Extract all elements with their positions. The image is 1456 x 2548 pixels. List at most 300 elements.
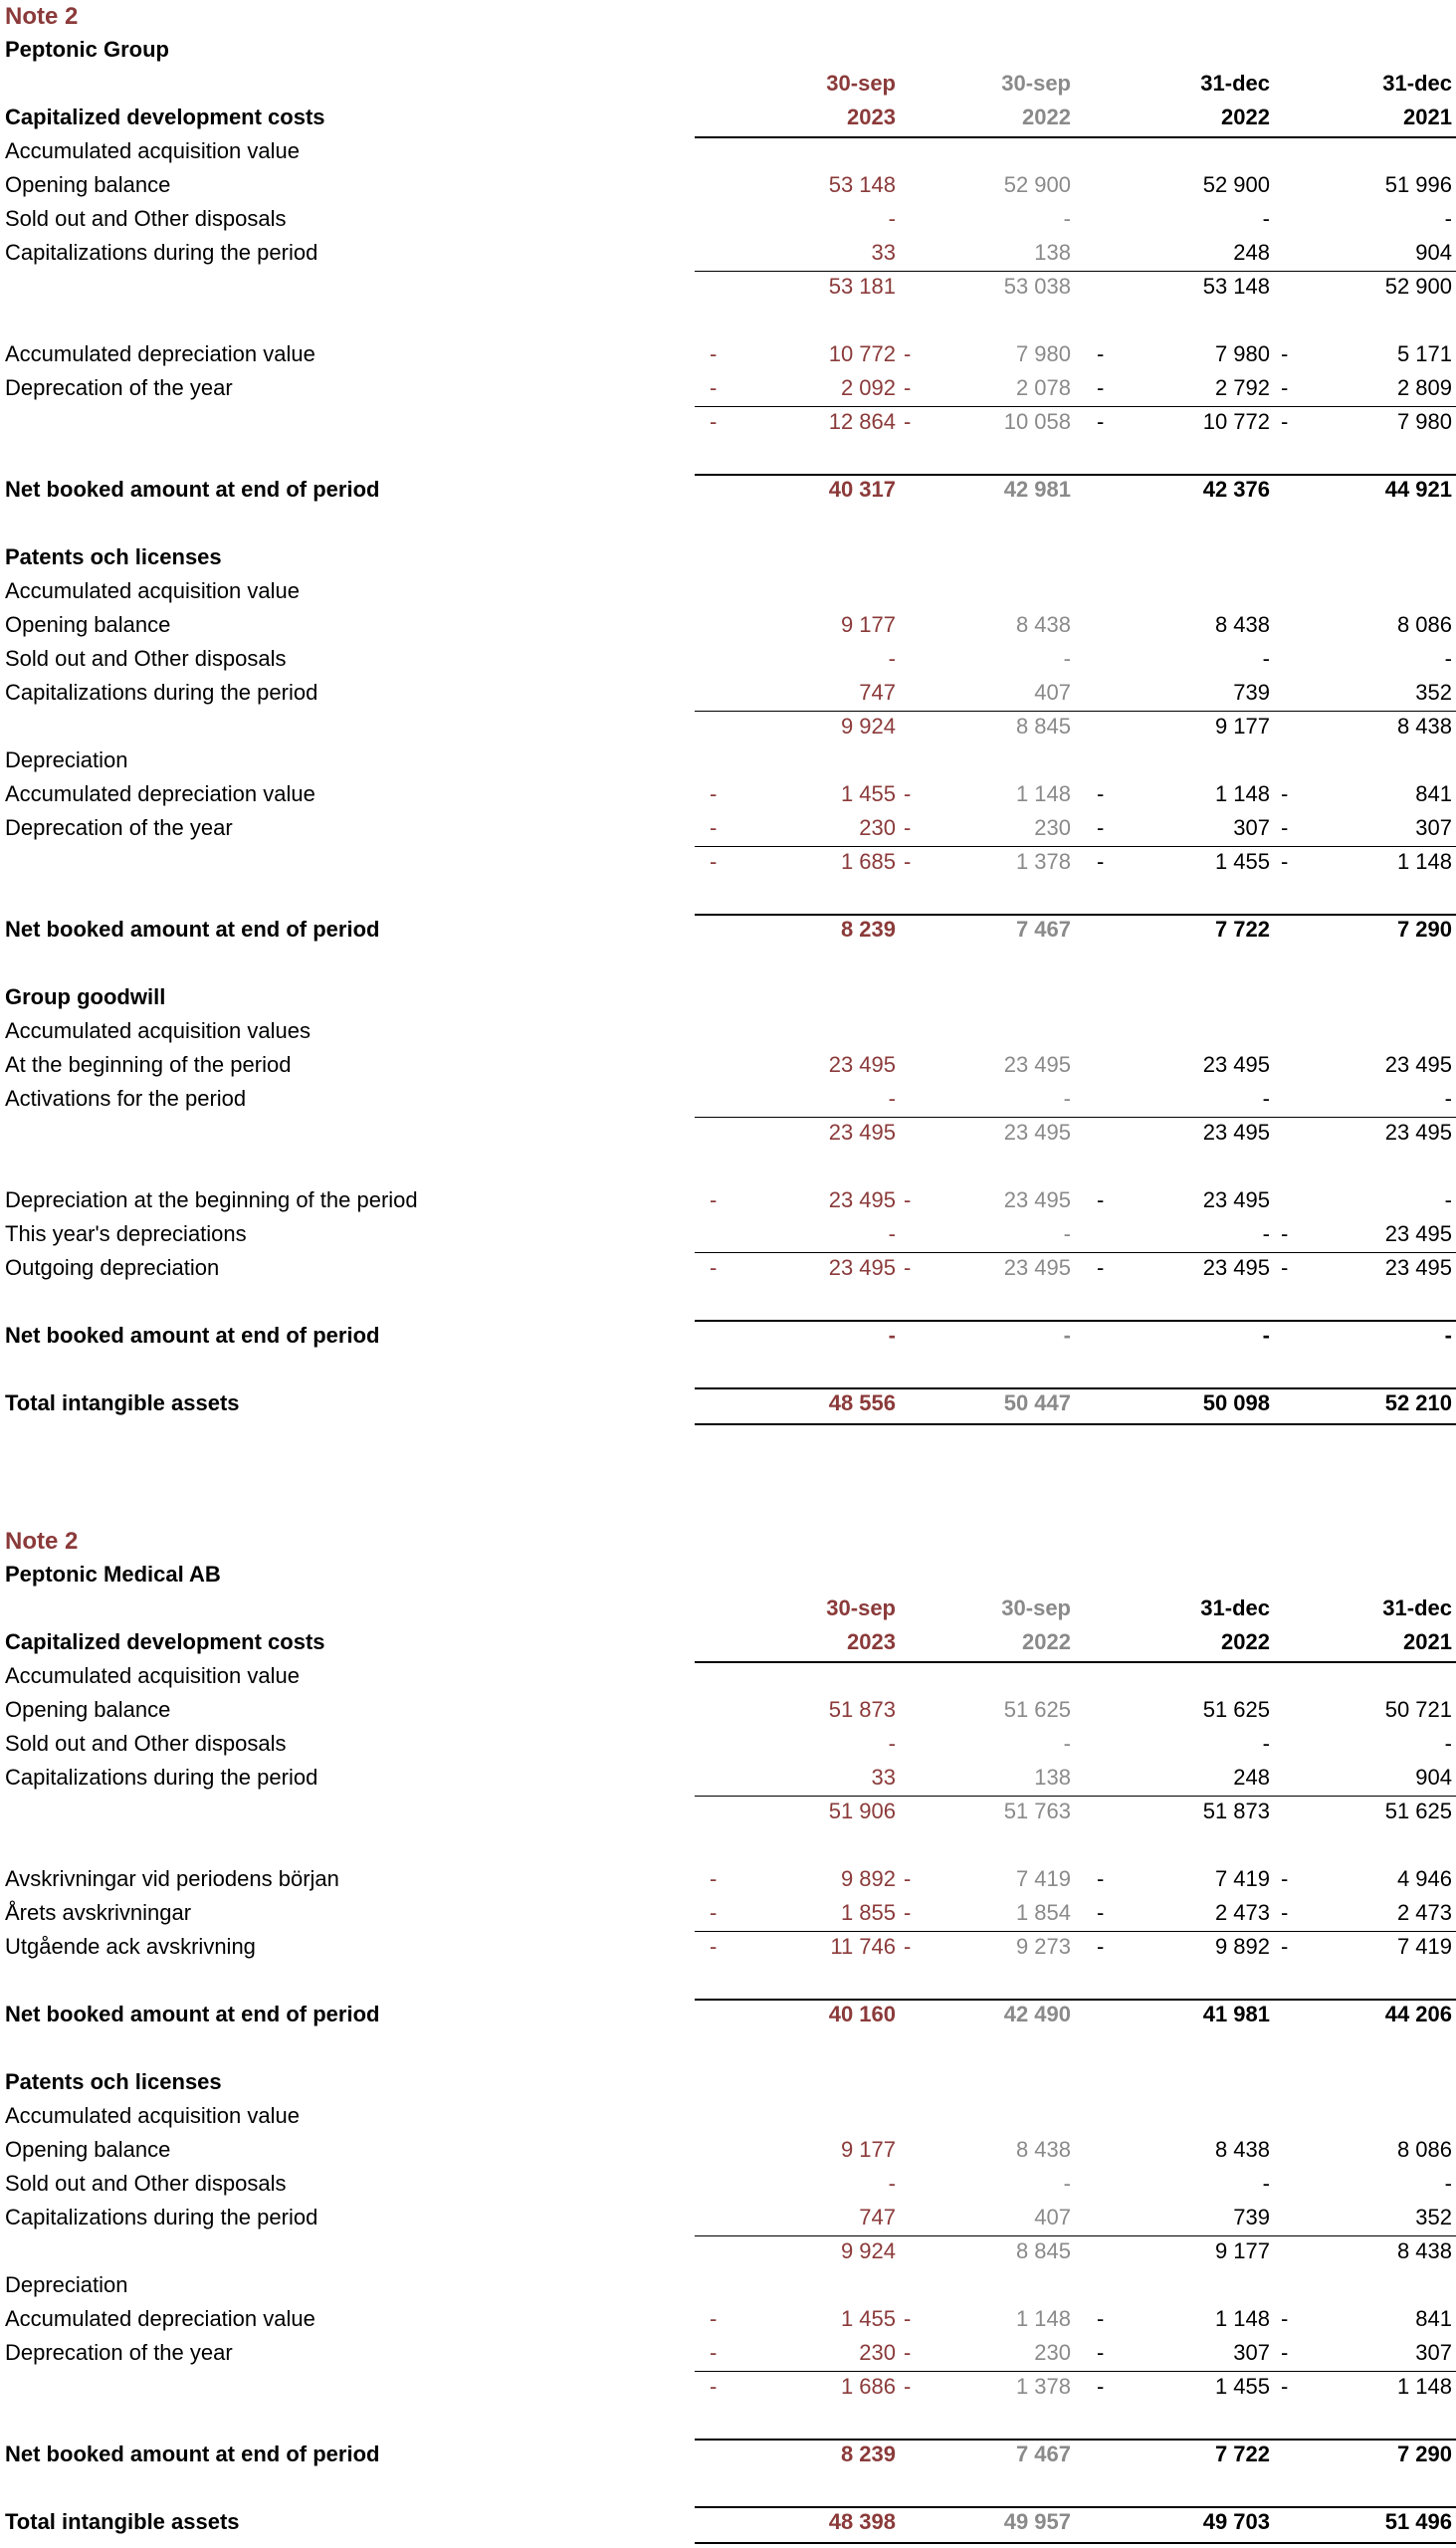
negative-sign-marker: - bbox=[904, 849, 912, 874]
negative-sign-marker: - bbox=[1281, 2374, 1289, 2399]
col-2021-dec-value: 50 721 bbox=[1384, 1697, 1452, 1722]
col-2023-sep-value: 8 239 bbox=[840, 917, 896, 942]
col-2023-sep-value: 8 239 bbox=[840, 2442, 896, 2466]
table-row-capitalizations-during-the-period bbox=[0, 1761, 1456, 1795]
negative-sign-marker: - bbox=[710, 341, 718, 366]
col-2022-sep-value: - bbox=[1063, 206, 1071, 231]
col-2022-sep-value: 23 495 bbox=[1003, 1255, 1071, 1280]
col-2021-dec-value: 52 900 bbox=[1384, 274, 1452, 299]
table-row-net-booked-amount-at-end-of-period bbox=[0, 1319, 1456, 1353]
negative-sign-marker: - bbox=[904, 341, 912, 366]
negative-sign-marker: - bbox=[1097, 1255, 1105, 1280]
table-row-capitalizations-during-the-period bbox=[0, 2201, 1456, 2234]
table-row-total-intangible-assets bbox=[0, 1386, 1456, 1420]
col-2022-dec-value: - bbox=[1262, 206, 1270, 231]
col-2021-dec-value: 841 bbox=[1415, 781, 1452, 806]
col-2022-sep-value: 53 038 bbox=[1003, 274, 1071, 299]
col-2022-dec-value: 23 495 bbox=[1202, 1120, 1270, 1145]
col-2021-dec-value: 904 bbox=[1415, 1765, 1452, 1790]
negative-sign-marker: - bbox=[1097, 781, 1105, 806]
col-2021-dec-value: 841 bbox=[1415, 2306, 1452, 2331]
col-2022-sep-value: 7 467 bbox=[1015, 917, 1071, 942]
table-row-utgående-ack-avskrivning bbox=[0, 1930, 1456, 1964]
section-title: Capitalized development costs bbox=[5, 1629, 325, 1654]
col-2023-sep-value: 2 092 bbox=[840, 375, 896, 400]
col-2022-dec-date: 31-dec bbox=[1200, 1595, 1270, 1620]
col-2023-sep-value: 9 924 bbox=[840, 2238, 896, 2263]
col-2023-sep-value: 51 873 bbox=[828, 1697, 896, 1722]
col-2022-sep-value: - bbox=[1063, 646, 1071, 671]
col-2023-sep-value: 23 495 bbox=[828, 1187, 896, 1212]
row-label: Deprecation of the year bbox=[5, 375, 233, 400]
row-label: Group goodwill bbox=[5, 984, 166, 1009]
negative-sign-marker: - bbox=[1097, 1934, 1105, 1959]
row-label: This year's depreciations bbox=[5, 1221, 247, 1246]
note-title bbox=[0, 0, 1456, 34]
negative-sign-marker: - bbox=[710, 375, 718, 400]
table-row-subtotal bbox=[0, 1116, 1456, 1150]
col-2021-dec-date: 31-dec bbox=[1382, 1595, 1452, 1620]
col-2023-sep-value: 1 455 bbox=[840, 2306, 896, 2331]
col-2023-sep-value: - bbox=[888, 2171, 896, 2196]
col-2021-dec-value: 7 290 bbox=[1396, 2442, 1452, 2466]
col-2022-sep-value: 49 957 bbox=[1003, 2509, 1071, 2534]
negative-sign-marker: - bbox=[710, 409, 718, 434]
row-label: Sold out and Other disposals bbox=[5, 1731, 287, 1756]
negative-sign-marker: - bbox=[1281, 1934, 1289, 1959]
row-label: Deprecation of the year bbox=[5, 2340, 233, 2365]
col-2022-dec-value: 9 892 bbox=[1214, 1934, 1270, 1959]
table-row-subtotal bbox=[0, 2234, 1456, 2268]
negative-sign-marker: - bbox=[1097, 1866, 1105, 1891]
note-label: Note 2 bbox=[5, 3, 79, 30]
col-2022-dec-value: - bbox=[1262, 1323, 1270, 1348]
sum-rule bbox=[695, 271, 1456, 272]
table-row-depreciation-at-the-beginning-of-the-period bbox=[0, 1183, 1456, 1217]
col-2022-dec-value: - bbox=[1262, 2171, 1270, 2196]
col-2021-dec-value: 307 bbox=[1415, 815, 1452, 840]
negative-sign-marker: - bbox=[1097, 2340, 1105, 2365]
col-2022-sep-year: 2022 bbox=[1022, 105, 1071, 129]
col-2022-sep-value: 9 273 bbox=[1015, 1934, 1071, 1959]
col-2022-sep-value: 10 058 bbox=[1003, 409, 1071, 434]
row-label: Accumulated acquisition value bbox=[5, 138, 300, 163]
row-label: Opening balance bbox=[5, 1697, 171, 1722]
negative-sign-marker: - bbox=[1097, 375, 1105, 400]
col-2021-dec-value: - bbox=[1444, 2171, 1452, 2196]
col-2021-dec-year: 2021 bbox=[1403, 105, 1452, 129]
col-2023-sep-value: 40 317 bbox=[828, 477, 896, 502]
negative-sign-marker: - bbox=[710, 1187, 718, 1212]
col-2023-sep-value: 9 892 bbox=[840, 1866, 896, 1891]
col-2022-sep-value: 1 378 bbox=[1015, 849, 1071, 874]
table-row-subtotal bbox=[0, 710, 1456, 743]
col-2023-sep-value: 48 556 bbox=[828, 1390, 896, 1415]
row-label: Net booked amount at end of period bbox=[5, 2442, 380, 2466]
table-row-opening-balance bbox=[0, 608, 1456, 642]
row-label: Opening balance bbox=[5, 172, 171, 197]
col-2023-sep-value: 10 772 bbox=[828, 341, 896, 366]
row-label: Depreciation bbox=[5, 2272, 128, 2297]
negative-sign-marker: - bbox=[904, 1255, 912, 1280]
table-row-subtotal bbox=[0, 845, 1456, 879]
table-row-capitalizations-during-the-period bbox=[0, 236, 1456, 270]
col-2021-dec-value: 44 921 bbox=[1384, 477, 1452, 502]
col-2022-sep-value: 1 378 bbox=[1015, 2374, 1071, 2399]
row-label: Utgående ack avskrivning bbox=[5, 1934, 256, 1959]
col-2021-dec-value: 23 495 bbox=[1384, 1052, 1452, 1077]
col-2022-dec-value: 1 455 bbox=[1214, 2374, 1270, 2399]
section-heading-depreciation bbox=[0, 743, 1456, 777]
table-row-accumulated-depreciation-value bbox=[0, 337, 1456, 371]
row-label: Activations for the period bbox=[5, 1086, 247, 1111]
row-label: Accumulated acquisition value bbox=[5, 2103, 300, 2128]
negative-sign-marker: - bbox=[710, 1900, 718, 1925]
col-2022-sep-value: - bbox=[1063, 1086, 1071, 1111]
section-heading-patents-och-licenses bbox=[0, 2065, 1456, 2099]
col-2023-sep-year: 2023 bbox=[847, 105, 896, 129]
col-2022-sep-year: 2022 bbox=[1022, 1629, 1071, 1654]
col-2023-sep-value: 9 177 bbox=[840, 2137, 896, 2162]
col-2023-sep-value: - bbox=[888, 1086, 896, 1111]
company-name bbox=[0, 1558, 1456, 1592]
negative-sign-marker: - bbox=[1281, 1900, 1289, 1925]
col-2022-dec-value: 7 980 bbox=[1214, 341, 1270, 366]
row-label: Accumulated depreciation value bbox=[5, 2306, 315, 2331]
sum-rule bbox=[695, 474, 1456, 476]
table-row-deprecation-of-the-year bbox=[0, 371, 1456, 405]
table-row-net-booked-amount-at-end-of-period bbox=[0, 1998, 1456, 2031]
col-2023-sep-value: 1 455 bbox=[840, 781, 896, 806]
col-2022-sep-value: 50 447 bbox=[1003, 1390, 1071, 1415]
col-2021-dec-value: 7 980 bbox=[1396, 409, 1452, 434]
negative-sign-marker: - bbox=[904, 781, 912, 806]
col-2022-sep-value: 52 900 bbox=[1003, 172, 1071, 197]
negative-sign-marker: - bbox=[1097, 341, 1105, 366]
col-2021-dec-value: 51 625 bbox=[1384, 1799, 1452, 1823]
total-double-rule bbox=[695, 1423, 1456, 1425]
col-2022-dec-value: 23 495 bbox=[1202, 1187, 1270, 1212]
negative-sign-marker: - bbox=[1097, 815, 1105, 840]
negative-sign-marker: - bbox=[904, 815, 912, 840]
col-2023-sep-value: 23 495 bbox=[828, 1052, 896, 1077]
col-2023-sep-value: 1 855 bbox=[840, 1900, 896, 1925]
sum-rule bbox=[695, 1320, 1456, 1322]
note-title bbox=[0, 1525, 1456, 1559]
table-row-activations-for-the-period bbox=[0, 1082, 1456, 1116]
col-2022-dec-value: - bbox=[1262, 1731, 1270, 1756]
col-2021-dec-value: - bbox=[1444, 1086, 1452, 1111]
col-2022-dec-value: 248 bbox=[1233, 240, 1270, 265]
col-2021-dec-value: - bbox=[1444, 646, 1452, 671]
row-label: Total intangible assets bbox=[5, 1390, 240, 1415]
negative-sign-marker: - bbox=[1097, 409, 1105, 434]
row-label: Depreciation at the beginning of the period bbox=[5, 1187, 418, 1212]
table-row-opening-balance bbox=[0, 1693, 1456, 1727]
row-label: Sold out and Other disposals bbox=[5, 646, 287, 671]
column-header-dates bbox=[0, 1592, 1456, 1625]
col-2022-dec-value: 51 625 bbox=[1202, 1697, 1270, 1722]
col-2021-dec-value: - bbox=[1444, 1187, 1452, 1212]
column-header-years bbox=[0, 101, 1456, 134]
col-2022-sep-value: 407 bbox=[1034, 680, 1071, 705]
table-row-sold-out-and-other-disposals bbox=[0, 202, 1456, 236]
col-2021-dec-date: 31-dec bbox=[1382, 71, 1452, 96]
row-label: Deprecation of the year bbox=[5, 815, 233, 840]
col-2022-sep-value: 8 845 bbox=[1015, 714, 1071, 739]
col-2021-dec-value: - bbox=[1444, 1323, 1452, 1348]
sum-rule bbox=[695, 1931, 1456, 1932]
col-2022-sep-value: - bbox=[1063, 2171, 1071, 2196]
company-name bbox=[0, 33, 1456, 67]
sum-rule bbox=[695, 914, 1456, 916]
sum-rule bbox=[695, 1796, 1456, 1797]
table-row-subtotal bbox=[0, 270, 1456, 304]
negative-sign-marker: - bbox=[1281, 2340, 1289, 2365]
table-row-subtotal bbox=[0, 405, 1456, 439]
col-2022-dec-value: 10 772 bbox=[1202, 409, 1270, 434]
section-heading-accumulated-acquisition-value bbox=[0, 134, 1456, 168]
table-row-this-year-s-depreciations bbox=[0, 1217, 1456, 1251]
table-row-sold-out-and-other-disposals bbox=[0, 2167, 1456, 2201]
negative-sign-marker: - bbox=[1281, 409, 1289, 434]
col-2022-dec-value: 23 495 bbox=[1202, 1052, 1270, 1077]
col-2021-dec-value: - bbox=[1444, 206, 1452, 231]
table-row-opening-balance bbox=[0, 168, 1456, 202]
col-2022-dec-year: 2022 bbox=[1221, 105, 1270, 129]
col-2022-sep-value: 1 148 bbox=[1015, 2306, 1071, 2331]
col-2021-dec-value: 51 496 bbox=[1384, 2509, 1452, 2534]
row-label: Net booked amount at end of period bbox=[5, 1323, 380, 1348]
table-row-årets-avskrivningar bbox=[0, 1896, 1456, 1930]
sum-rule bbox=[695, 2371, 1456, 2372]
col-2022-dec-value: 1 148 bbox=[1214, 2306, 1270, 2331]
negative-sign-marker: - bbox=[710, 2340, 718, 2365]
col-2022-sep-value: 230 bbox=[1034, 2340, 1071, 2365]
table-row-total-intangible-assets bbox=[0, 2505, 1456, 2539]
col-2022-dec-value: 23 495 bbox=[1202, 1255, 1270, 1280]
section-heading-patents-och-licenses bbox=[0, 540, 1456, 574]
row-label: Capitalizations during the period bbox=[5, 240, 318, 265]
row-label: Accumulated acquisition values bbox=[5, 1018, 311, 1043]
sum-rule bbox=[695, 2506, 1456, 2508]
col-2022-sep-value: 138 bbox=[1034, 1765, 1071, 1790]
negative-sign-marker: - bbox=[1281, 1221, 1289, 1246]
negative-sign-marker: - bbox=[710, 1934, 718, 1959]
section-heading-accumulated-acquisition-value bbox=[0, 574, 1456, 608]
col-2021-dec-value: 23 495 bbox=[1384, 1221, 1452, 1246]
section-heading-accumulated-acquisition-value bbox=[0, 2099, 1456, 2133]
col-2023-sep-value: 48 398 bbox=[828, 2509, 896, 2534]
col-2022-dec-value: 51 873 bbox=[1202, 1799, 1270, 1823]
col-2022-dec-value: 8 438 bbox=[1214, 612, 1270, 637]
col-2023-sep-value: 230 bbox=[859, 2340, 896, 2365]
col-2022-dec-value: - bbox=[1262, 1221, 1270, 1246]
row-label: Patents och licenses bbox=[5, 2069, 222, 2094]
col-2023-sep-value: 1 685 bbox=[840, 849, 896, 874]
col-2021-dec-value: 2 473 bbox=[1396, 1900, 1452, 1925]
col-2021-dec-value: 8 438 bbox=[1396, 2238, 1452, 2263]
table-row-deprecation-of-the-year bbox=[0, 2336, 1456, 2370]
col-2022-sep-value: 1 148 bbox=[1015, 781, 1071, 806]
table-row-deprecation-of-the-year bbox=[0, 811, 1456, 845]
row-label: Net booked amount at end of period bbox=[5, 2002, 380, 2026]
row-label: Sold out and Other disposals bbox=[5, 206, 287, 231]
negative-sign-marker: - bbox=[1281, 815, 1289, 840]
table-row-accumulated-depreciation-value bbox=[0, 777, 1456, 811]
col-2023-sep-value: 53 148 bbox=[828, 172, 896, 197]
negative-sign-marker: - bbox=[1097, 849, 1105, 874]
col-2023-sep-value: 53 181 bbox=[828, 274, 896, 299]
row-label: Outgoing depreciation bbox=[5, 1255, 220, 1280]
col-2022-sep-value: 42 981 bbox=[1003, 477, 1071, 502]
negative-sign-marker: - bbox=[1281, 2306, 1289, 2331]
row-label: Årets avskrivningar bbox=[5, 1900, 192, 1925]
negative-sign-marker: - bbox=[710, 1255, 718, 1280]
col-2021-dec-value: 5 171 bbox=[1396, 341, 1452, 366]
negative-sign-marker: - bbox=[904, 409, 912, 434]
negative-sign-marker: - bbox=[904, 1187, 912, 1212]
table-row-sold-out-and-other-disposals bbox=[0, 642, 1456, 676]
col-2021-dec-value: 8 086 bbox=[1396, 2137, 1452, 2162]
col-2023-sep-value: 23 495 bbox=[828, 1255, 896, 1280]
col-2022-sep-value: 8 438 bbox=[1015, 2137, 1071, 2162]
row-label: Sold out and Other disposals bbox=[5, 2171, 287, 2196]
negative-sign-marker: - bbox=[710, 2306, 718, 2331]
col-2022-dec-value: 8 438 bbox=[1214, 2137, 1270, 2162]
col-2023-sep-date: 30-sep bbox=[826, 71, 896, 96]
row-label: Accumulated acquisition value bbox=[5, 1663, 300, 1688]
column-header-years bbox=[0, 1625, 1456, 1659]
col-2022-sep-value: 23 495 bbox=[1003, 1052, 1071, 1077]
col-2023-sep-value: 747 bbox=[859, 680, 896, 705]
row-label: Depreciation bbox=[5, 747, 128, 772]
row-label: Net booked amount at end of period bbox=[5, 917, 380, 942]
negative-sign-marker: - bbox=[1097, 2374, 1105, 2399]
negative-sign-marker: - bbox=[1281, 341, 1289, 366]
col-2023-sep-value: 33 bbox=[871, 240, 896, 265]
col-2022-dec-value: 9 177 bbox=[1214, 2238, 1270, 2263]
total-double-rule bbox=[695, 2542, 1456, 2544]
col-2023-sep-value: 51 906 bbox=[828, 1799, 896, 1823]
col-2022-sep-value: 230 bbox=[1034, 815, 1071, 840]
col-2023-sep-value: 9 924 bbox=[840, 714, 896, 739]
negative-sign-marker: - bbox=[904, 2306, 912, 2331]
sum-rule bbox=[695, 2235, 1456, 2236]
row-label: Avskrivningar vid periodens början bbox=[5, 1866, 339, 1891]
col-2022-dec-value: 41 981 bbox=[1202, 2002, 1270, 2026]
sum-rule bbox=[695, 1252, 1456, 1253]
sum-rule bbox=[695, 1387, 1456, 1389]
col-2021-dec-value: 2 809 bbox=[1396, 375, 1452, 400]
col-2023-sep-value: 33 bbox=[871, 1765, 896, 1790]
table-row-net-booked-amount-at-end-of-period bbox=[0, 2438, 1456, 2471]
col-2022-dec-value: 49 703 bbox=[1202, 2509, 1270, 2534]
negative-sign-marker: - bbox=[904, 375, 912, 400]
col-2022-dec-value: 2 473 bbox=[1214, 1900, 1270, 1925]
row-label: Capitalizations during the period bbox=[5, 680, 318, 705]
col-2022-sep-value: - bbox=[1063, 1323, 1071, 1348]
col-2021-dec-year: 2021 bbox=[1403, 1629, 1452, 1654]
col-2021-dec-value: 8 086 bbox=[1396, 612, 1452, 637]
col-2022-dec-value: 739 bbox=[1233, 680, 1270, 705]
col-2022-dec-value: 9 177 bbox=[1214, 714, 1270, 739]
col-2021-dec-value: 23 495 bbox=[1384, 1255, 1452, 1280]
negative-sign-marker: - bbox=[1281, 375, 1289, 400]
negative-sign-marker: - bbox=[1097, 1187, 1105, 1212]
row-label: Opening balance bbox=[5, 2137, 171, 2162]
col-2022-sep-value: 23 495 bbox=[1003, 1120, 1071, 1145]
col-2023-sep-value: - bbox=[888, 1221, 896, 1246]
col-2022-dec-year: 2022 bbox=[1221, 1629, 1270, 1654]
col-2023-sep-value: 9 177 bbox=[840, 612, 896, 637]
col-2021-dec-value: 1 148 bbox=[1396, 2374, 1452, 2399]
column-header-dates bbox=[0, 67, 1456, 101]
col-2023-sep-value: - bbox=[888, 206, 896, 231]
row-label: Accumulated depreciation value bbox=[5, 341, 315, 366]
table-row-capitalizations-during-the-period bbox=[0, 676, 1456, 710]
col-2021-dec-value: 52 210 bbox=[1384, 1390, 1452, 1415]
negative-sign-marker: - bbox=[904, 1900, 912, 1925]
sum-rule bbox=[695, 2439, 1456, 2441]
sum-rule bbox=[695, 711, 1456, 712]
section-heading-accumulated-acquisition-value bbox=[0, 1659, 1456, 1693]
table-row-sold-out-and-other-disposals bbox=[0, 1727, 1456, 1761]
col-2022-dec-value: 53 148 bbox=[1202, 274, 1270, 299]
col-2023-sep-value: 23 495 bbox=[828, 1120, 896, 1145]
sum-rule bbox=[695, 846, 1456, 847]
negative-sign-marker: - bbox=[904, 2340, 912, 2365]
negative-sign-marker: - bbox=[710, 1866, 718, 1891]
col-2022-sep-value: 8 438 bbox=[1015, 612, 1071, 637]
table-row-subtotal bbox=[0, 1795, 1456, 1828]
col-2022-dec-value: 248 bbox=[1233, 1765, 1270, 1790]
col-2022-dec-value: 1 148 bbox=[1214, 781, 1270, 806]
table-row-net-booked-amount-at-end-of-period bbox=[0, 913, 1456, 947]
col-2021-dec-value: 4 946 bbox=[1396, 1866, 1452, 1891]
col-2021-dec-value: 352 bbox=[1415, 2205, 1452, 2230]
col-2022-dec-value: 1 455 bbox=[1214, 849, 1270, 874]
sum-rule bbox=[695, 406, 1456, 407]
col-2022-dec-value: 307 bbox=[1233, 815, 1270, 840]
col-2023-sep-value: 1 686 bbox=[840, 2374, 896, 2399]
col-2022-dec-value: 50 098 bbox=[1202, 1390, 1270, 1415]
col-2023-sep-value: 11 746 bbox=[830, 1934, 896, 1959]
col-2022-sep-value: 51 763 bbox=[1003, 1799, 1071, 1823]
col-2022-dec-value: 7 722 bbox=[1214, 2442, 1270, 2466]
col-2022-sep-value: 42 490 bbox=[1003, 2002, 1071, 2026]
col-2022-sep-value: 2 078 bbox=[1015, 375, 1071, 400]
col-2022-dec-value: - bbox=[1262, 646, 1270, 671]
col-2023-sep-value: 230 bbox=[859, 815, 896, 840]
col-2022-sep-value: 23 495 bbox=[1003, 1187, 1071, 1212]
section-heading-group-goodwill bbox=[0, 980, 1456, 1014]
col-2023-sep-value: 40 160 bbox=[828, 2002, 896, 2026]
col-2023-sep-value: - bbox=[888, 1323, 896, 1348]
negative-sign-marker: - bbox=[1281, 849, 1289, 874]
negative-sign-marker: - bbox=[710, 849, 718, 874]
negative-sign-marker: - bbox=[710, 781, 718, 806]
col-2021-dec-value: 7 290 bbox=[1396, 917, 1452, 942]
row-label: Opening balance bbox=[5, 612, 171, 637]
negative-sign-marker: - bbox=[710, 2374, 718, 2399]
col-2021-dec-value: 8 438 bbox=[1396, 714, 1452, 739]
col-2021-dec-value: 51 996 bbox=[1384, 172, 1452, 197]
negative-sign-marker: - bbox=[710, 815, 718, 840]
row-label: Accumulated acquisition value bbox=[5, 578, 300, 603]
row-label: Accumulated depreciation value bbox=[5, 781, 315, 806]
col-2022-sep-value: - bbox=[1063, 1731, 1071, 1756]
